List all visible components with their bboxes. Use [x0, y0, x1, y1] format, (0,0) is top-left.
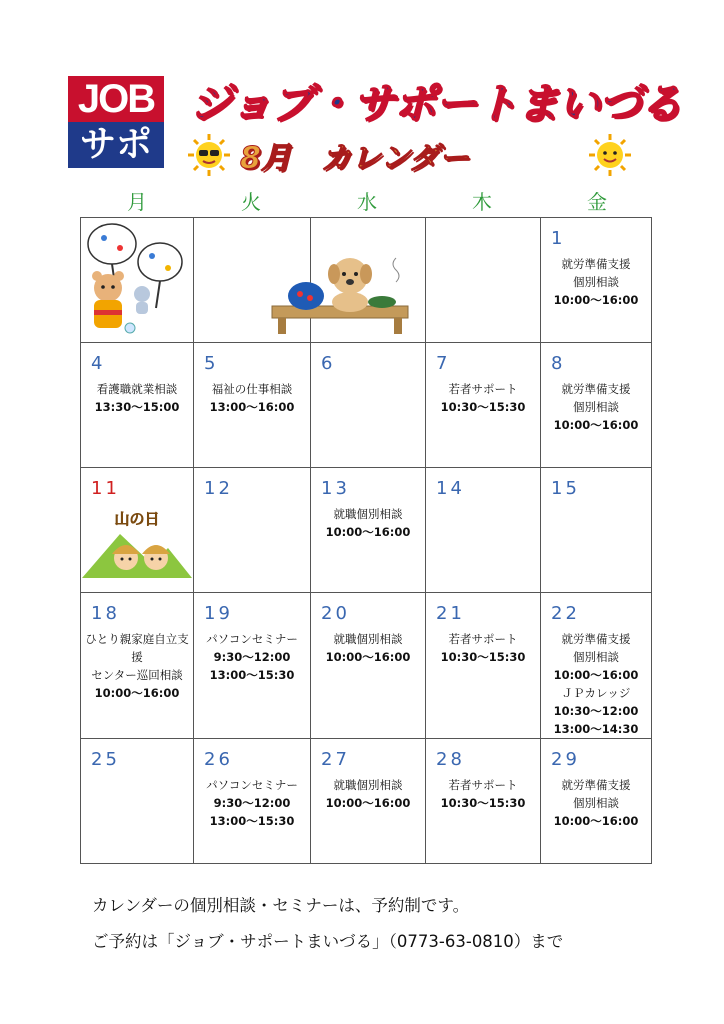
- event-title: 個別相談: [573, 275, 619, 289]
- day-number: 28: [436, 749, 465, 770]
- weekday-thu: 木: [472, 190, 492, 214]
- reservation-note: カレンダーの個別相談・セミナーは、予約制です。: [92, 896, 470, 915]
- event-title: ひとり親家庭自立支援: [85, 632, 189, 664]
- calendar-week-row: [81, 593, 652, 739]
- calendar-day-cell: [81, 593, 194, 739]
- logo-line2: サポ: [68, 122, 164, 168]
- calendar-day-cell: [311, 593, 426, 739]
- calendar-week-row: [81, 739, 652, 864]
- day-number: 12: [204, 478, 233, 499]
- event-time: 10:00〜16:00: [553, 814, 639, 828]
- event-time: 13:00〜16:00: [209, 400, 295, 414]
- day-number: 1: [551, 228, 566, 249]
- calendar-day-cell: [541, 739, 652, 864]
- event-time: 13:00〜14:30: [553, 722, 639, 736]
- footer-notes: [92, 888, 692, 960]
- day-number: 4: [91, 353, 106, 374]
- event-title: 個別相談: [573, 400, 619, 414]
- calendar-day-cell: [541, 593, 652, 739]
- day-number: 5: [204, 353, 219, 374]
- event-time: 10:00〜16:00: [553, 668, 639, 682]
- event-time: 13:30〜15:00: [94, 400, 180, 414]
- sun-sunglasses-icon: [187, 133, 231, 177]
- calendar-day-cell: [426, 343, 541, 468]
- event-title: 看護職就業相談: [96, 382, 178, 396]
- day-number: 18: [91, 603, 120, 624]
- event-time: 10:00〜16:00: [553, 293, 639, 307]
- page-subtitle: 8月 カレンダー: [240, 141, 469, 176]
- mountain-day-illustration: [82, 508, 192, 584]
- day-number: 29: [551, 749, 580, 770]
- calendar-day-cell: [311, 468, 426, 593]
- day-number: 27: [321, 749, 350, 770]
- event-time: 10:30〜15:30: [440, 796, 526, 810]
- event-title: 福祉の仕事相談: [211, 382, 293, 396]
- calendar-day-cell: [194, 468, 311, 593]
- event-title: 就職個別相談: [333, 507, 403, 521]
- event-title: 就職個別相談: [333, 632, 403, 646]
- event-time: 10:00〜16:00: [325, 796, 411, 810]
- event-title: 就労準備支援: [561, 778, 631, 792]
- contact-note: ご予約は「ジョブ・サポートまいづる」（0773-63-0810）まで: [92, 932, 564, 951]
- day-number: 21: [436, 603, 465, 624]
- calendar-day-cell: [311, 739, 426, 864]
- calendar-day-cell: [541, 343, 652, 468]
- calendar-day-cell: [426, 739, 541, 864]
- calendar-day-cell: [194, 739, 311, 864]
- day-number: 6: [321, 353, 336, 374]
- event-title: 若者サポート: [448, 778, 518, 792]
- day-number: 7: [436, 353, 451, 374]
- event-time: 10:00〜16:00: [94, 686, 180, 700]
- event-title: 個別相談: [573, 796, 619, 810]
- calendar-day-cell: [426, 468, 541, 593]
- day-number: 13: [321, 478, 350, 499]
- event-time: 10:00〜16:00: [325, 525, 411, 539]
- event-title: 個別相談: [573, 650, 619, 664]
- event-title: センター巡回相談: [91, 668, 183, 682]
- day-number: 14: [436, 478, 465, 499]
- event-time: 10:30〜15:30: [440, 400, 526, 414]
- jobsapo-logo: [68, 76, 164, 168]
- event-title: ＪＰカレッジ: [561, 686, 631, 700]
- event-time: 9:30〜12:00: [213, 650, 291, 664]
- calendar-day-cell: [426, 218, 541, 343]
- event-title: 就労準備支援: [561, 632, 631, 646]
- calendar-day-cell: [541, 468, 652, 593]
- event-title: パソコンセミナー: [206, 632, 298, 646]
- day-number: 11: [91, 478, 120, 499]
- event-title: 若者サポート: [448, 382, 518, 396]
- sun-smile-icon: [588, 133, 632, 177]
- weekday-header: [80, 186, 653, 216]
- weekday-mon: 月: [127, 190, 147, 214]
- event-title: パソコンセミナー: [206, 778, 298, 792]
- event-title: 就労準備支援: [561, 257, 631, 271]
- event-title: 就職個別相談: [333, 778, 403, 792]
- calendar-day-cell: [311, 343, 426, 468]
- event-time: 13:00〜15:30: [209, 668, 295, 682]
- event-title: 若者サポート: [448, 632, 518, 646]
- day-number: 26: [204, 749, 233, 770]
- calendar-day-cell: [194, 593, 311, 739]
- dog-on-bench-illustration: [270, 252, 410, 336]
- weekday-tue: 火: [241, 190, 261, 214]
- event-time: 10:00〜16:00: [325, 650, 411, 664]
- calendar-day-cell: [81, 343, 194, 468]
- event-title: 就労準備支援: [561, 382, 631, 396]
- event-time: 10:30〜12:00: [553, 704, 639, 718]
- day-number: 19: [204, 603, 233, 624]
- event-time: 10:00〜16:00: [553, 418, 639, 432]
- day-number: 20: [321, 603, 350, 624]
- logo-line1: JOB: [68, 76, 164, 122]
- day-number: 22: [551, 603, 580, 624]
- calendar-day-cell: [194, 343, 311, 468]
- event-time: 13:00〜15:30: [209, 814, 295, 828]
- event-time: 9:30〜12:00: [213, 796, 291, 810]
- day-number: 25: [91, 749, 120, 770]
- day-number: 15: [551, 478, 580, 499]
- bear-with-fans-illustration: [82, 222, 190, 336]
- day-number: 8: [551, 353, 566, 374]
- mountain-day-badge: 山の日: [114, 510, 160, 528]
- calendar-day-cell: [426, 593, 541, 739]
- calendar-week-row: [81, 343, 652, 468]
- page-title: ジョブ・サポートまいづる: [190, 79, 682, 128]
- calendar-day-cell: [541, 218, 652, 343]
- weekday-wed: 水: [357, 190, 377, 214]
- weekday-fri: 金: [587, 190, 607, 214]
- calendar-day-cell: [81, 739, 194, 864]
- event-time: 10:30〜15:30: [440, 650, 526, 664]
